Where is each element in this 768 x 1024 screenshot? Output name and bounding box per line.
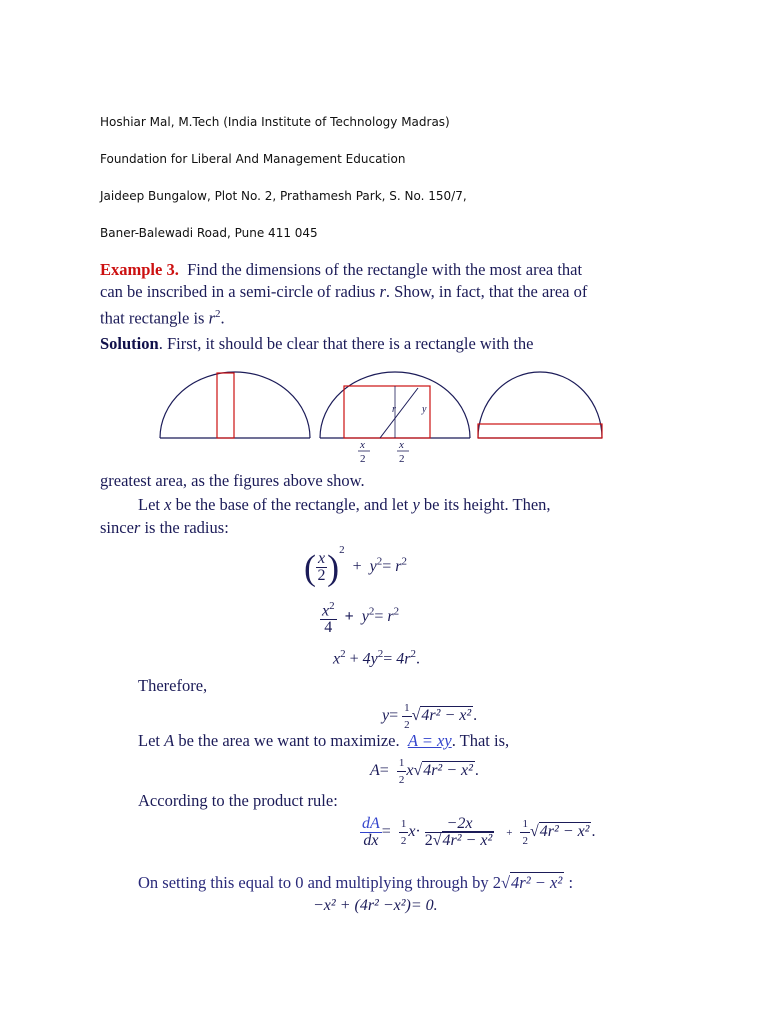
flat-rectangle	[478, 424, 602, 438]
area-formula-link[interactable]: A = xy	[407, 731, 452, 750]
is-radius-text: is the radius:	[144, 518, 229, 537]
let-word: Let	[138, 495, 160, 514]
address-line-1: Jaideep Bungalow, Plot No. 2, Prathamesh Park, S. No. 150/7,	[100, 189, 467, 203]
author-line: Hoshiar Mal, M.Tech (India Institute of Technology Madras)	[100, 115, 450, 129]
equation-y: y= $\frac{1}{2}$ √4r² − x² .	[382, 702, 478, 731]
equation-A: A= $\frac{1}{2}$ x√4r² − x² .	[370, 757, 479, 786]
derivative-equation: $\frac{dA}{dx}$ = $\frac{1}{2}$ x· $\frac{-2x}{\text{2√4r² − x²}}$ + $\frac{1}{2}$ √4r² − x² .	[362, 815, 596, 849]
tall-rectangle	[217, 373, 234, 438]
label-y: y	[422, 404, 427, 415]
final-equation: −x² + (4r² −x²)= 0.	[313, 897, 438, 914]
solution-text: . First, it should be clear that there is a rectangle with the	[158, 334, 534, 353]
product-rule-line: According to the product rule:	[138, 791, 338, 810]
since-line	[100, 517, 660, 539]
eq1-x: x	[318, 549, 326, 567]
let-A-line: Let A be the area we want to maximize. A = xy. That is,	[138, 731, 510, 750]
half-x-right-den: 2	[399, 453, 405, 465]
equation-1: ( $\frac{x}{2}$ )$^2 + y^2= r^2$	[304, 544, 408, 588]
var-r-since: r	[133, 518, 141, 537]
therefore-line: Therefore,	[138, 676, 208, 695]
example-text-1: Find the dimensions of the rectangle with the most area that	[187, 260, 583, 279]
var-r2: r	[208, 308, 216, 328]
var-x: x	[164, 495, 172, 514]
example-period: .	[220, 308, 225, 328]
var-y: y	[412, 495, 420, 514]
greatest-area-line: greatest area, as the figures above show.	[100, 471, 365, 490]
let-text-b: be the base of the rectangle, and let	[175, 495, 409, 514]
example-text-4: that rectangle is	[100, 308, 205, 328]
example-text-2: can be inscribed in a semi-circle of radius	[100, 282, 376, 301]
half-x-left-num: x	[360, 439, 365, 451]
label-r: r	[392, 404, 396, 415]
eq1-2: 2	[317, 566, 326, 584]
optimal-rectangle	[344, 386, 430, 438]
semicircle-3	[478, 372, 602, 438]
organization-line: Foundation for Liberal And Management Education	[100, 152, 406, 166]
example-label: Example 3.	[100, 260, 179, 279]
let-text-c: be its height. Then,	[423, 495, 551, 514]
address-line-2: Baner-Balewadi Road, Pune 411 045	[100, 226, 318, 240]
half-x-right-num: x	[399, 439, 404, 451]
example-statement	[100, 259, 660, 330]
semicircle-1	[160, 372, 310, 438]
equation-2: $\frac{x^2}{4}$ + $y^2= r^2$	[322, 600, 400, 637]
solution-label: Solution	[100, 334, 159, 353]
since-word: since	[100, 518, 134, 537]
sup-2: 2	[215, 308, 221, 320]
solution-line	[100, 333, 660, 355]
on-setting-line: On setting this equal to 0 and multiplying through by 2√4r² − x² :	[138, 873, 574, 892]
example-text-3: . Show, in fact, that the area of	[385, 282, 588, 301]
var-r: r	[379, 282, 386, 301]
equation-3: $x^2 + 4y^2= 4r^2$.	[333, 648, 421, 668]
half-x-left-den: 2	[360, 453, 366, 465]
sqrt-body-y: 4r² − x²	[421, 707, 472, 725]
let-x-line	[138, 494, 698, 516]
semicircle-figures	[150, 366, 620, 470]
